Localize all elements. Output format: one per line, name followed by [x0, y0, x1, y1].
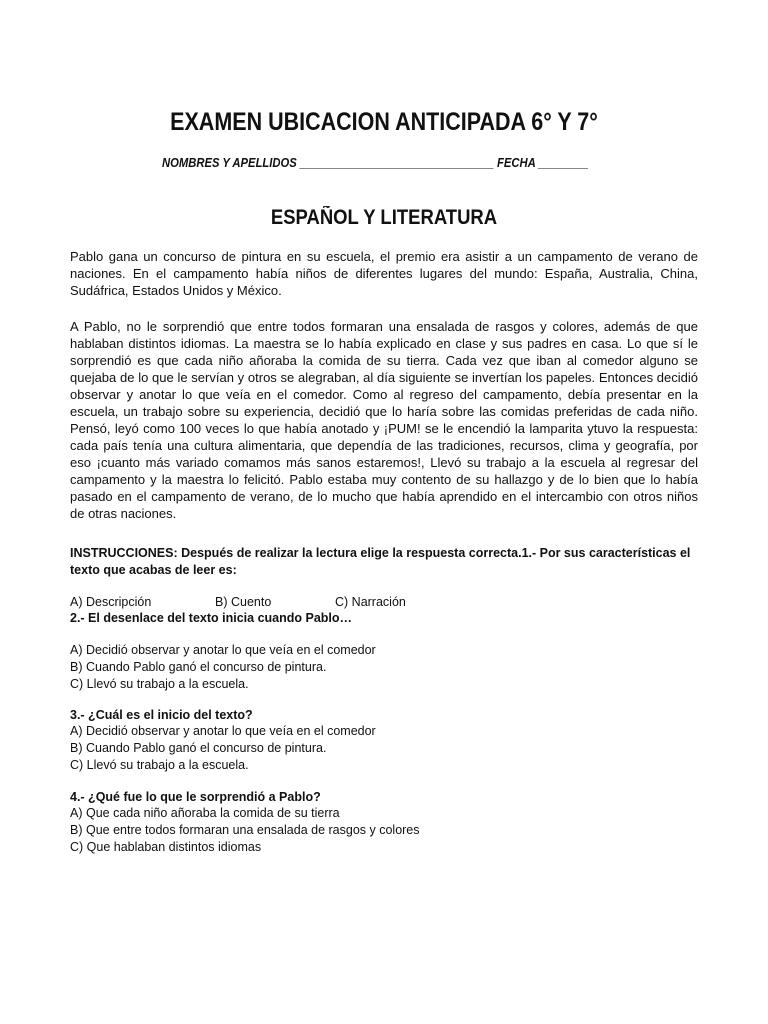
q3-option-b: B) Cuando Pablo ganó el concurso de pintura.: [70, 741, 327, 756]
question-2-options: [70, 642, 698, 694]
q1-option-b: B) Cuento: [215, 595, 272, 609]
question-3: 3.- ¿Cuál es el inicio del texto?: [70, 708, 253, 722]
question-4: 4.- ¿Qué fue lo que le sorprendió a Pablo?: [70, 790, 321, 804]
q3-option-a: A) Decidió observar y anotar lo que veía en el comedor: [70, 724, 376, 738]
reading-paragraph-1: Pablo gana un concurso de pintura en su escuela, el premio era asistir a un campamento de verano de naciones. En el campamento había niños de diferentes lugares del mundo: España, Australia, China, Sudáfrica, Estados Unidos y México.: [70, 249, 698, 298]
q2-option-a: A) Decidió observar y anotar lo que veía en el comedor: [70, 643, 376, 657]
q1-option-c: C) Narración: [335, 595, 406, 609]
question-4-options: [70, 805, 698, 857]
q4-option-a: A) Que cada niño añoraba la comida de su tierra: [70, 806, 340, 820]
question-2: 2.- El desenlace del texto inicia cuando Pablo…: [70, 611, 353, 625]
q2-option-b: B) Cuando Pablo ganó el concurso de pintura.: [70, 660, 327, 675]
exam-title: EXAMEN UBICACION ANTICIPADA 6° Y 7°: [170, 108, 598, 136]
reading-paragraph-2: A Pablo, no le sorprendió que entre todos formaran una ensalada de rasgos y colores, además de que hablaban distintos idiomas. La maestra se lo había explicado en clase y sus padres en casa. Lo que sí le sorprendió es que cada niño añoraba la comida de su tierra. Cada vez que iban al comedor alguno se quejaba de lo que le servían y otros se alegraban, al día siguiente se invertían los papeles. Entonces decidió observar y anotar lo que veía en el comedor. Como al regreso del campamento, debía presentar en la escuela, un trabajo sobre su experiencia, decidió que lo haría sobre las comidas preferidas de cada niño. Pensó, leyó como 100 veces lo que había anotado y ¡PUM! se le encendió la lamparita ytuvo la respuesta: cada país tenía una cultura alimentaria, que dependía de las tradiciones, recursos, clima y geografía, por eso ¡cuanto más variado comamos más sanos estaremos!, Llevó su trabajo a la escuela al regresar del campamento y la maestra lo felicitó. Pablo estaba muy contento de su hallazgo y de lo bien que lo había pasado en el campamento de verano, de lo mucho que había aprendido en el intercambio con otros niños de otras naciones.: [70, 319, 698, 521]
question-3-options: [70, 723, 698, 775]
q4-option-b: B) Que entre todos formaran una ensalada de rasgos y colores: [70, 823, 420, 838]
q1-option-a: A) Descripción: [70, 595, 152, 609]
q4-option-c: C) Que hablaban distintos idiomas: [70, 840, 262, 855]
q2-option-c: C) Llevó su trabajo a la escuela.: [70, 677, 249, 692]
names-date-line: NOMBRES Y APELLIDOS _______________________________ FECHA ________: [162, 156, 589, 170]
q3-option-c: C) Llevó su trabajo a la escuela.: [70, 758, 249, 773]
instructions: INSTRUCCIONES: Después de realizar la lectura elige la respuesta correcta.1.- Por sus características el texto que acabas de leer es:: [70, 546, 691, 577]
subject-heading: ESPAÑOL Y LITERATURA: [270, 206, 498, 229]
